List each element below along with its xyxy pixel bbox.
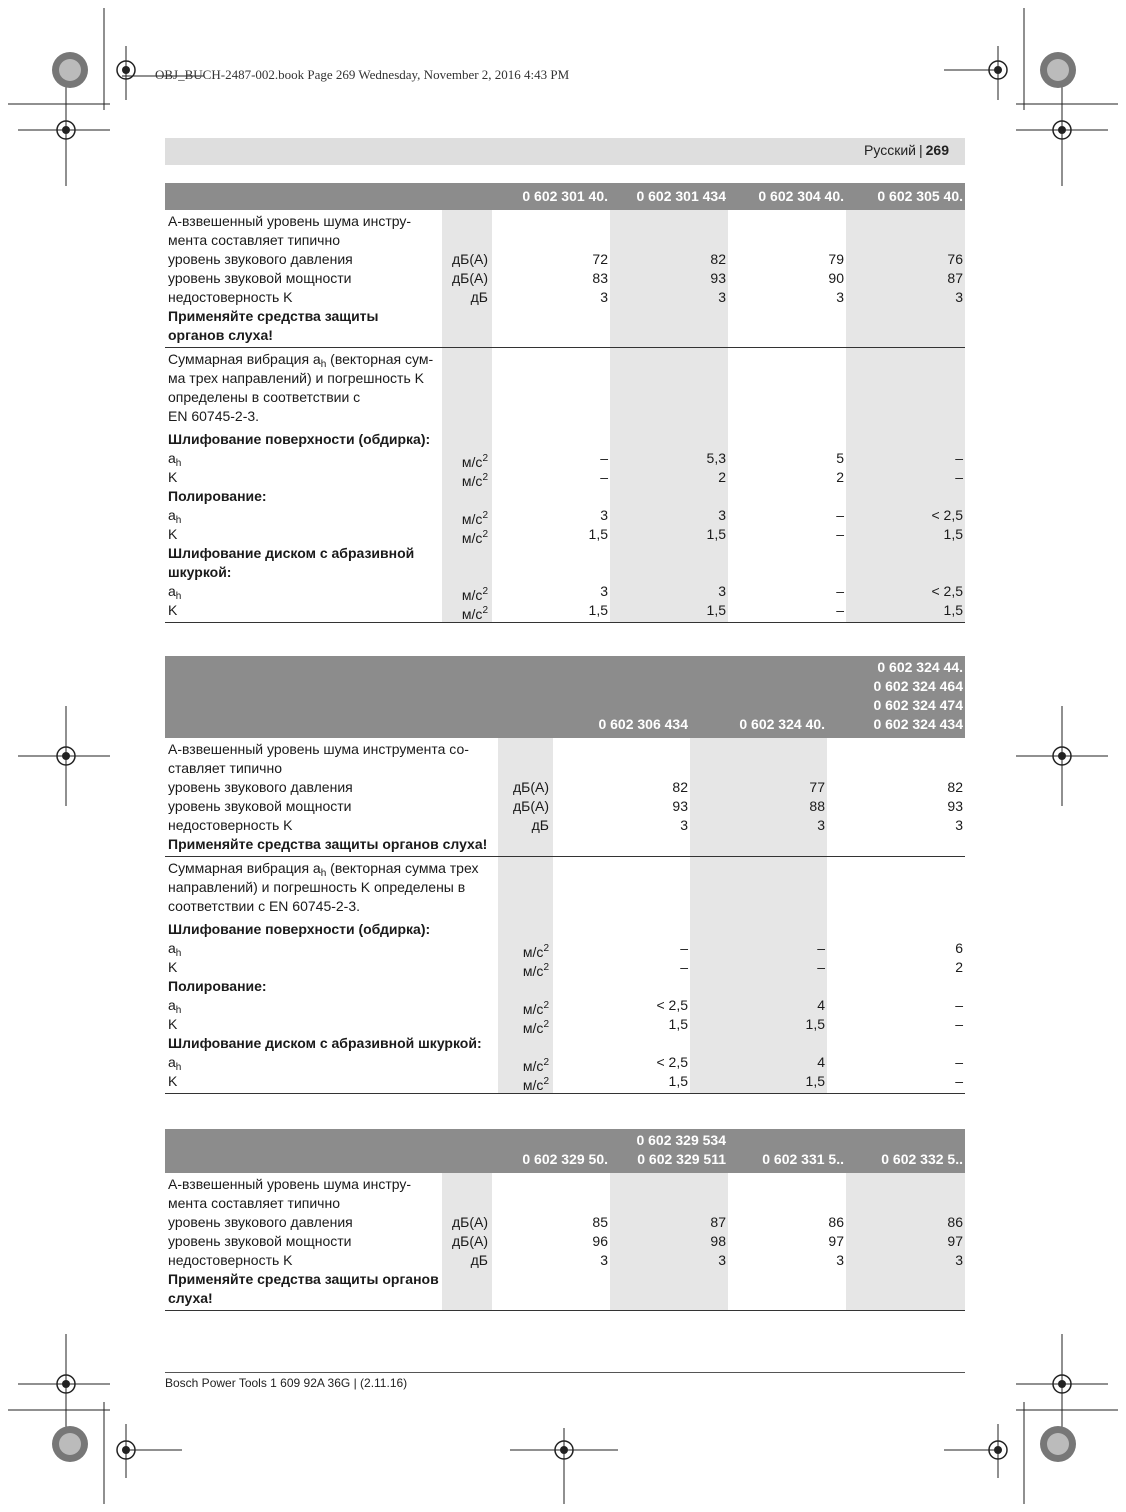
separator: | [919, 142, 923, 158]
noise-units: дБ(А) дБ(А) дБ [498, 738, 553, 857]
spec-table-3 [165, 1129, 965, 1311]
header-unit [442, 183, 492, 210]
column-header: 0 602 304 40. [728, 183, 846, 210]
column-header: 0 602 324 40. [690, 656, 827, 738]
table-header-row [165, 183, 965, 210]
column-header: 0 602 306 434 [553, 656, 690, 738]
header-unit [442, 1129, 492, 1173]
vibration-values-col1: – – < 2,5 1,5 < 2,5 1,5 [553, 857, 690, 1094]
noise-description: А-взвешенный уровень шума инструмента со- ставляет типично уровень звукового давления уровень звуковой мощности недостоверность K Применяйте средства защиты органов слуха! [165, 738, 498, 857]
noise-values-col2: 82 93 3 [610, 210, 728, 348]
spec-table-2 [165, 656, 965, 1094]
vibration-values-col2: – – 4 1,5 4 1,5 [690, 857, 827, 1094]
noise-values-col1: 85 96 3 [492, 1173, 610, 1311]
noise-section [165, 1173, 965, 1311]
header-unit [498, 656, 553, 738]
noise-values-col2: 77 88 3 [690, 738, 827, 857]
vibration-description: Суммарная вибрация $a_h$ (векторная сум- ма трех направлений) и погрешность K определены в соответствии с EN 60745-2-3. Шлифование поверхности (обдирка): $a_h$ K Полирование: $a_h$ K Шлифование диском с абразивной шкуркой: $a_h$ K [165, 348, 442, 623]
noise-units: дБ(А) дБ(А) дБ [442, 210, 492, 348]
noise-description: А-взвешенный уровень шума инстру- мента составляет типично уровень звукового давления уровень звуковой мощности недостоверность K Применяйте средства защиты органов слуха! [165, 1173, 442, 1311]
column-header: 0 602 301 434 [610, 183, 728, 210]
vibration-values-col3: 5 2 – – – – [728, 348, 846, 623]
vibration-description: Суммарная вибрация $a_h$ (векторная сумма трех направлений) и погрешность K определены в соответствии с EN 60745-2-3. Шлифование поверхности (обдирка): $a_h$ K Полирование: $a_h$ K Шлифование диском с абразивной шкуркой: $a_h$ K [165, 857, 498, 1094]
header-desc [165, 1129, 442, 1173]
noise-values-col1: 72 83 3 [492, 210, 610, 348]
spec-table-1 [165, 183, 965, 623]
page-number: 269 [925, 142, 949, 158]
table-header-row [165, 1129, 965, 1173]
column-header: 0 602 329 50. [492, 1129, 610, 1173]
vibration-section [165, 348, 965, 623]
column-header: 0 602 332 5.. [846, 1129, 965, 1173]
vibration-values-col2: 5,3 2 3 1,5 3 1,5 [610, 348, 728, 623]
vibration-values-col1: – – 3 1,5 3 1,5 [492, 348, 610, 623]
noise-values-col3: 79 90 3 [728, 210, 846, 348]
noise-values-col4: 76 87 3 [846, 210, 965, 348]
noise-values-col1: 82 93 3 [553, 738, 690, 857]
noise-values-col4: 86 97 3 [846, 1173, 965, 1311]
column-header: 0 602 301 40. [492, 183, 610, 210]
vibration-units: $м/с^2$ $м/с^2$ $м/с^2$ $м/с^2$ $м/с^2$ $м/с^2$ [498, 857, 553, 1094]
noise-units: дБ(А) дБ(А) дБ [442, 1173, 492, 1311]
noise-values-col3: 82 93 3 [827, 738, 965, 857]
footer-divider [165, 1372, 965, 1373]
column-header: 0 602 331 5.. [728, 1129, 846, 1173]
noise-section [165, 738, 965, 857]
noise-values-col3: 86 97 3 [728, 1173, 846, 1311]
page-header-label [864, 142, 949, 158]
header-desc [165, 656, 498, 738]
table-header-row [165, 656, 965, 738]
print-slug: OBJ_BUCH-2487-002.book Page 269 Wednesday, November 2, 2016 4:43 PM [155, 67, 570, 82]
noise-section [165, 210, 965, 348]
page-header [165, 138, 965, 165]
page-footer: Bosch Power Tools 1 609 92A 36G | (2.11.16) [165, 1376, 408, 1390]
vibration-values-col3: 6 2 – – – – [827, 857, 965, 1094]
language-label: Русский [864, 142, 916, 158]
vibration-values-col4: – – < 2,5 1,5 < 2,5 1,5 [846, 348, 965, 623]
column-header: 0 602 305 40. [846, 183, 965, 210]
noise-description: А-взвешенный уровень шума инстру- мента составляет типично уровень звукового давления уровень звуковой мощности недостоверность K Применяйте средства защиты органов слуха! [165, 210, 442, 348]
column-header: 0 602 324 44. 0 602 324 464 0 602 324 474 0 602 324 434 [827, 656, 965, 738]
header-desc [165, 183, 442, 210]
column-header: 0 602 329 534 0 602 329 511 [610, 1129, 728, 1173]
vibration-units: $м/с^2$ $м/с^2$ $м/с^2$ $м/с^2$ $м/с^2$ $м/с^2$ [442, 348, 492, 623]
noise-values-col2: 87 98 3 [610, 1173, 728, 1311]
vibration-section [165, 857, 965, 1094]
